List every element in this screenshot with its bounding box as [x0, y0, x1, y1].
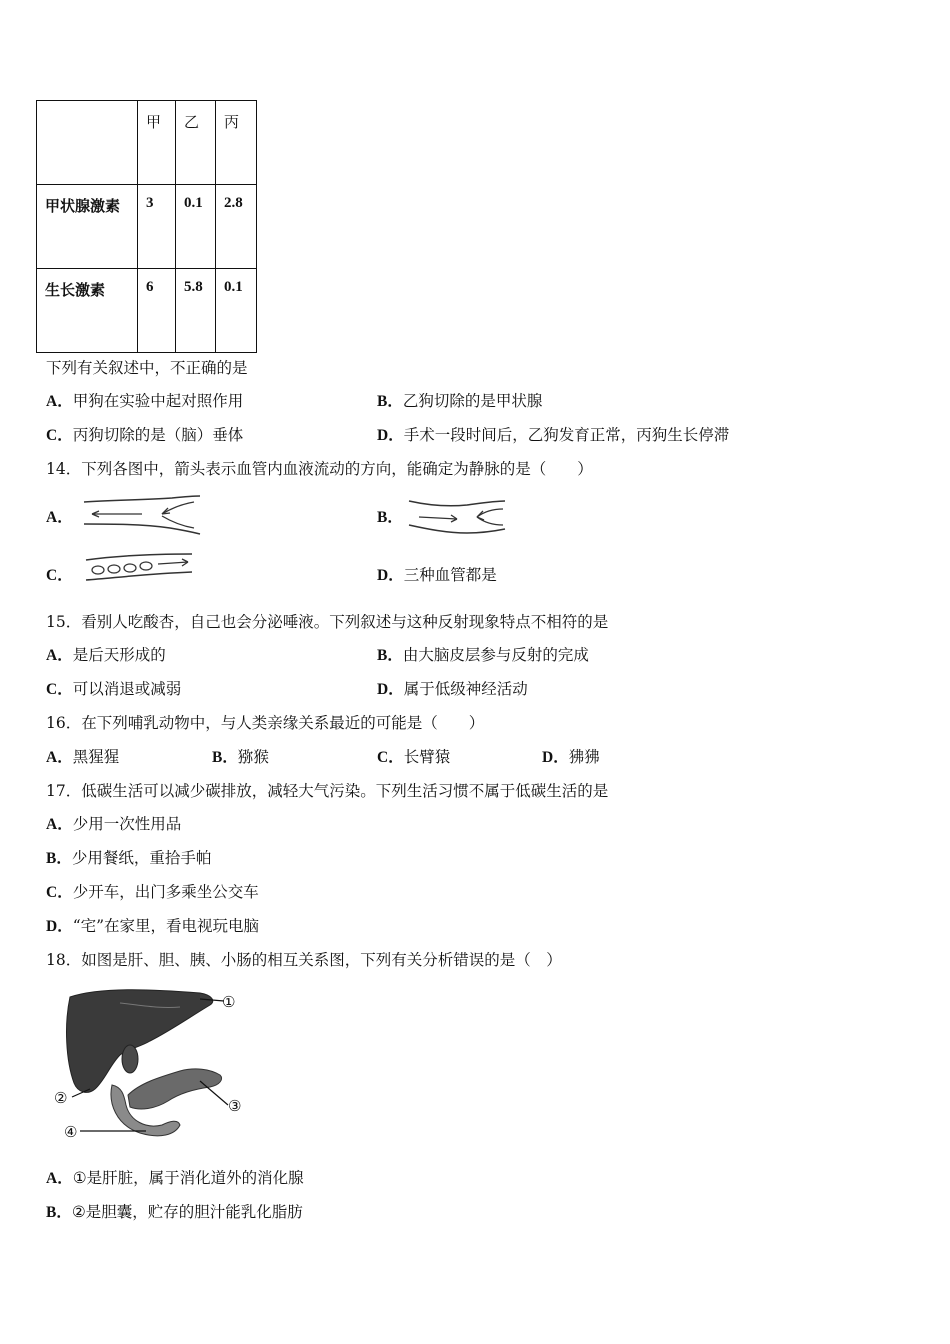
option-letter: B． — [377, 509, 403, 526]
option-letter: C． — [46, 884, 73, 901]
q14-option-b[interactable] — [377, 507, 403, 528]
table-cell: 5.8 — [176, 269, 216, 353]
option-text: 手术一段时间后，乙狗发育正常，丙狗生长停滞 — [403, 426, 730, 444]
q17-option-b[interactable] — [46, 848, 211, 869]
option-letter: D． — [377, 427, 404, 444]
option-letter: B． — [46, 850, 72, 867]
table-row-header: 甲状腺激素 — [37, 185, 138, 269]
option-text: 长臂猿 — [403, 748, 451, 766]
q13-option-b[interactable] — [377, 391, 542, 412]
option-letter: D． — [377, 681, 404, 698]
option-text: 狒狒 — [568, 748, 600, 766]
option-letter: A． — [46, 509, 73, 526]
q16-stem: 16．在下列哺乳动物中，与人类亲缘关系最近的可能是（ ） — [46, 714, 485, 732]
q17-option-d[interactable] — [46, 916, 259, 937]
option-text: 丙狗切除的是（脑）垂体 — [72, 426, 244, 444]
vessel-diagram-a — [82, 494, 204, 536]
q18-option-a[interactable] — [46, 1168, 304, 1189]
table-col-header: 丙 — [216, 101, 257, 185]
table-cell: 6 — [138, 269, 176, 353]
table-col-header: 乙 — [176, 101, 216, 185]
vessel-diagram-b — [407, 497, 507, 537]
table-header-row — [37, 101, 257, 185]
option-text: 少用一次性用品 — [72, 815, 182, 833]
q13-option-c[interactable] — [46, 425, 243, 446]
q17-option-c[interactable] — [46, 882, 259, 903]
option-text: 黑猩猩 — [72, 748, 120, 766]
digestive-organs-figure — [50, 985, 250, 1145]
q14-stem: 14．下列各图中，箭头表示血管内血液流动的方向，能确定为静脉的是（ ） — [46, 460, 593, 478]
option-text: 猕猴 — [237, 748, 269, 766]
table-col-header: 甲 — [138, 101, 176, 185]
table-cell: 2.8 — [216, 185, 257, 269]
q16-option-b[interactable] — [212, 747, 269, 768]
q15-option-d[interactable] — [377, 679, 528, 700]
q17-option-a[interactable] — [46, 814, 181, 835]
option-letter: B． — [377, 393, 403, 410]
option-letter: A． — [46, 749, 73, 766]
q18-option-b[interactable] — [46, 1202, 303, 1223]
q13-option-a[interactable] — [46, 391, 243, 412]
q13-option-d[interactable] — [377, 425, 729, 446]
table-cell: 0.1 — [176, 185, 216, 269]
q17-stem: 17．低碳生活可以减少碳排放，减轻大气污染。下列生活习惯不属于低碳生活的是 — [46, 782, 609, 800]
option-text: 少开车，出门多乘坐公交车 — [72, 883, 259, 901]
option-text: 是后天形成的 — [72, 646, 166, 664]
option-letter: B． — [46, 1204, 72, 1221]
q15-option-b[interactable] — [377, 645, 589, 666]
option-text: 三种血管都是 — [403, 566, 497, 584]
q15-option-a[interactable] — [46, 645, 166, 666]
option-letter: B． — [212, 749, 238, 766]
vessel-diagram-c — [84, 552, 196, 582]
q13-stem: 下列有关叙述中，不正确的是 — [46, 359, 248, 377]
table-row — [37, 185, 257, 269]
option-letter: A． — [46, 393, 73, 410]
q14-option-a[interactable] — [46, 507, 73, 528]
option-text: ①是肝脏，属于消化道外的消化腺 — [72, 1169, 304, 1187]
option-text: ②是胆囊，贮存的胆汁能乳化脂肪 — [71, 1203, 303, 1221]
option-text: 少用餐纸，重拾手帕 — [71, 849, 212, 867]
q14-option-d[interactable] — [377, 565, 497, 586]
option-text: 乙狗切除的是甲状腺 — [402, 392, 543, 410]
option-text: 属于低级神经活动 — [403, 680, 528, 698]
gallbladder-shape — [122, 1045, 138, 1073]
option-letter: C． — [46, 681, 73, 698]
table-corner-cell — [37, 101, 138, 185]
figure-label-2: ② — [54, 1089, 68, 1107]
q16-option-a[interactable] — [46, 747, 119, 768]
option-letter: D． — [46, 918, 73, 935]
hormone-table — [36, 100, 257, 353]
table-row-header: 生长激素 — [37, 269, 138, 353]
option-letter: A． — [46, 1170, 73, 1187]
figure-label-3: ③ — [228, 1097, 242, 1115]
option-letter: C． — [377, 749, 404, 766]
q15-option-c[interactable] — [46, 679, 181, 700]
option-text: 甲狗在实验中起对照作用 — [72, 392, 244, 410]
option-letter: C． — [46, 567, 73, 584]
option-letter: A． — [46, 816, 73, 833]
option-letter: A． — [46, 647, 73, 664]
figure-label-1: ① — [222, 993, 236, 1011]
option-text: 可以消退或减弱 — [72, 680, 182, 698]
option-letter: B． — [377, 647, 403, 664]
q16-option-d[interactable] — [542, 747, 600, 768]
q14-option-c[interactable] — [46, 565, 73, 586]
option-letter: C． — [46, 427, 73, 444]
q16-option-c[interactable] — [377, 747, 450, 768]
option-letter: D． — [542, 749, 569, 766]
pancreas-shape — [128, 1069, 222, 1109]
table-cell: 0.1 — [216, 269, 257, 353]
option-letter: D． — [377, 567, 404, 584]
q18-stem: 18．如图是肝、胆、胰、小肠的相互关系图，下列有关分析错误的是（ ） — [46, 951, 562, 969]
q15-stem: 15．看别人吃酸杏，自己也会分泌唾液。下列叙述与这种反射现象特点不相符的是 — [46, 613, 609, 631]
option-text: 由大脑皮层参与反射的完成 — [402, 646, 589, 664]
figure-label-4: ④ — [64, 1123, 78, 1141]
option-text: “宅”在家里，看电视玩电脑 — [72, 917, 260, 935]
table-cell: 3 — [138, 185, 176, 269]
table-row — [37, 269, 257, 353]
